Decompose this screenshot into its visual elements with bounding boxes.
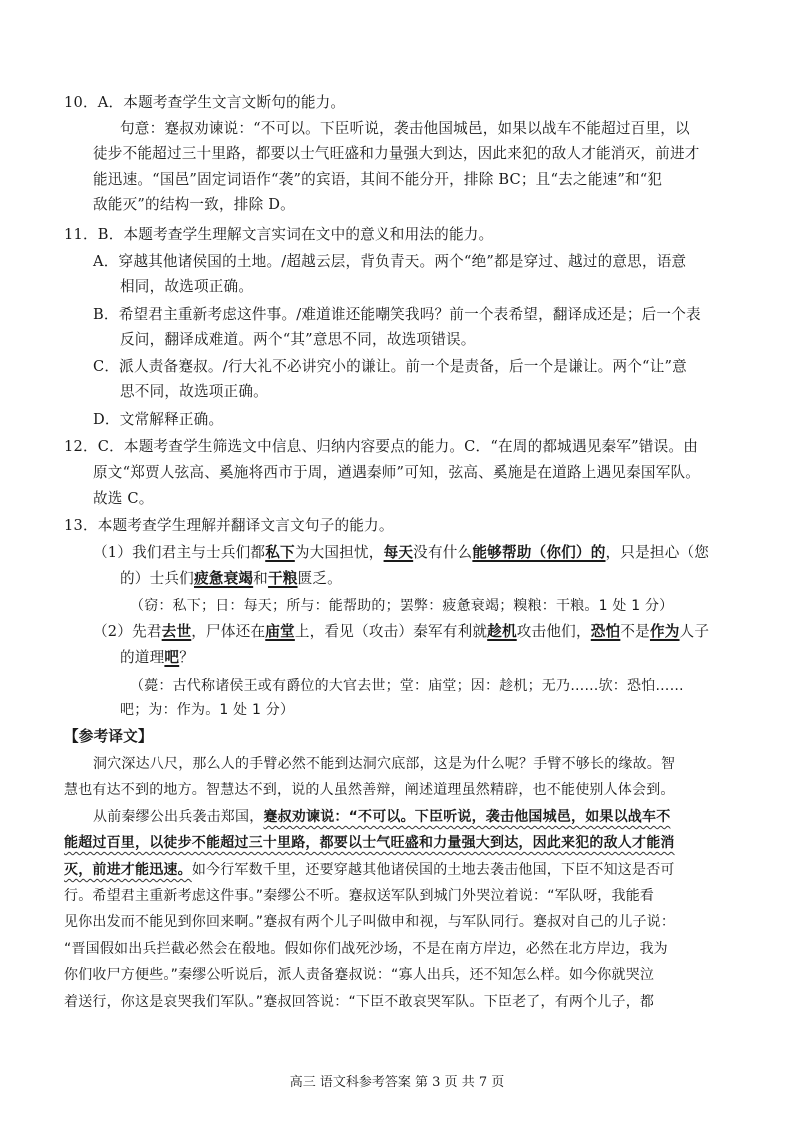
q12-explanation-line: 故选 C。 <box>93 490 154 507</box>
translation-paragraph-line: 慧也有达不到的地方。智慧达不到，说的人虽然善辩，阐述道理虽然精辟，也不能使别人体会到。 <box>64 782 675 798</box>
translation-paragraph-line: 见你出发而不能见到你回来啊。”蹇叔有两个儿子叫做申和视，与军队同行。蹇叔对自己的儿子说： <box>64 914 676 930</box>
highlighted-passage: 灭，前进才能迅速。 <box>64 862 192 878</box>
q11-option-d: D．文常解释正确。 <box>93 411 224 428</box>
q13-scoring-note-2-cont: 吧；为：作为。1 处 1 分） <box>120 702 295 718</box>
q13-translation-1 <box>93 543 709 563</box>
text-segment: 的道理 <box>120 649 165 666</box>
q10-explanation-line: 徒步不能超过三十里路，都要以士气旺盛和力量强大到达，因此来犯的敌人才能消灭，前进才 <box>93 145 700 162</box>
q10-explanation-line: 能迅速。“国邑”固定词语作“袭”的宾语，其间不能分开，排除 BC；且“去之能速”和“犯 <box>93 171 663 188</box>
translation-paragraph-line: 着送行，你这是哀哭我们军队。”蹇叔回答说：“下臣不敢哀哭军队。下臣老了，有两个儿子，都 <box>64 994 655 1010</box>
q11-heading: 11．B．本题考查学生理解文言实词在文中的意义和用法的能力。 <box>64 226 494 243</box>
q11-option-c: C．派人责备蹇叔。/行大礼不必讲究小的谦让。前一个是责备，后一个是谦让。两个“让”意 <box>93 358 687 375</box>
keyword: 疲惫衰竭 <box>193 570 254 587</box>
page-footer: 高三 语文科参考答案 第 3 页 共 7 页 <box>289 1075 505 1090</box>
q13-scoring-note-1: （窃：私下；日：每天；所与：能帮助的；罢弊：疲惫衰竭；糗粮：干粮。1 处 1 分） <box>130 598 674 614</box>
translation-paragraph-line <box>64 860 675 880</box>
keyword: 私下 <box>265 544 295 561</box>
translation-paragraph-line <box>64 833 675 853</box>
q11-option-c-cont: 思不同，故选项正确。 <box>120 383 268 400</box>
text-segment: 从前秦缪公出兵袭击郑国， <box>93 809 264 825</box>
q13-translation-2-cont <box>120 648 194 668</box>
keyword: 每天 <box>383 544 414 561</box>
text-segment: 攻击他们， <box>516 623 591 640</box>
q13-translation-1-cont <box>120 569 342 589</box>
translation-paragraph-line: 你们收尸方便些。”秦缪公听说后，派人责备蹇叔说：“寡人出兵，还不知怎么样。如今你就哭泣 <box>64 967 655 983</box>
q11-option-b-cont: 反问，翻译成难道。两个“其”意思不同，故选项错误。 <box>120 331 476 348</box>
q12-heading: 12．C．本题考查学生筛选文中信息、归纳内容要点的能力。C．“在周的都城遇见秦军”错误。由 <box>64 438 698 455</box>
translation-paragraph-line: “晋国假如出兵拦截必然会在殽地。假如你们战死沙场，不是在南方岸边，必然在北方岸边，我为 <box>64 941 668 957</box>
keyword: 能够帮助（你们）的 <box>472 544 606 561</box>
highlighted-passage: 能超过百里，以徒步不能超过三十里路，都要以士气旺盛和力量强大到达，因此来犯的敌人才能消 <box>64 835 675 851</box>
text-segment: ，尸体还在 <box>191 623 266 640</box>
q10-explanation-line: 句意：蹇叔劝谏说：“不可以。下臣听说，袭击他国城邑，如果以战车不能超过百里，以 <box>120 120 690 137</box>
q11-option-a-cont: 相同，故选项正确。 <box>120 278 254 295</box>
translation-paragraph-line: 行。希望君主重新考虑这件事。”秦缪公不听。蹇叔送军队到城门外哭泣着说：“军队呀，我能看 <box>64 888 655 904</box>
text-segment: ，只是担心（您 <box>605 544 710 561</box>
translation-paragraph-line <box>93 807 670 827</box>
keyword: 干粮 <box>267 570 298 587</box>
translation-paragraph-line: 洞穴深达八尺，那么人的手臂必然不能到达洞穴底部，这是为什么呢？手臂不够长的缘故。智 <box>93 756 676 772</box>
text-segment: 人子 <box>679 623 710 640</box>
reference-translation-heading: 【参考译文】 <box>64 728 153 745</box>
text-segment: （2）先君 <box>93 623 162 640</box>
keyword: 作为 <box>649 623 680 640</box>
text-segment: 匮乏。 <box>297 570 342 587</box>
q13-heading: 13．本题考查学生理解并翻译文言文句子的能力。 <box>64 517 394 534</box>
text-segment: 上，看见（攻击）秦军有利就 <box>294 623 488 640</box>
text-segment: 不是 <box>620 623 650 640</box>
q10-explanation-line: 敌能灭”的结构一致，排除 D。 <box>93 196 295 213</box>
highlighted-passage: 蹇叔劝谏说：“不可以。下臣听说，袭击他国城邑，如果以战车不 <box>263 809 671 825</box>
keyword: 恐怕 <box>590 623 621 640</box>
q10-heading: 10．A．本题考查学生文言文断句的能力。 <box>64 94 346 111</box>
text-segment: （1）我们君主与士兵们都 <box>93 544 266 561</box>
q11-option-a: A．穿越其他诸侯国的土地。/超越云层，背负青天。两个“绝”都是穿过、越过的意思，语意 <box>93 253 687 270</box>
keyword: 趁机 <box>487 623 517 640</box>
q13-translation-2 <box>93 622 709 642</box>
q11-option-b: B．希望君主重新考虑这件事。/难道谁还能嘲笑我吗？前一个表希望，翻译成还是；后一个表 <box>93 306 701 323</box>
q13-scoring-note-2: （薨：古代称诸侯王或有爵位的大官去世；堂：庙堂；因：趁机；无乃……欤：恐怕…… <box>130 678 684 694</box>
keyword: 吧 <box>164 649 180 666</box>
text-segment: ？ <box>179 649 194 666</box>
text-segment: 为大国担忧， <box>294 544 384 561</box>
text-segment: 和 <box>253 570 268 587</box>
text-segment: 的）士兵们 <box>120 570 194 587</box>
text-segment: 如今行军数千里，还要穿越其他诸侯国的土地去袭击他国，下臣不知这是否可 <box>191 862 675 878</box>
q12-explanation-line: 原文“郑贾人弦高、奚施将西市于周，遒遇秦师”可知，弦高、奚施是在道路上遇见秦国军队。 <box>93 464 701 481</box>
keyword: 去世 <box>161 623 192 640</box>
text-segment: 没有什么 <box>413 544 473 561</box>
keyword: 庙堂 <box>265 623 295 640</box>
